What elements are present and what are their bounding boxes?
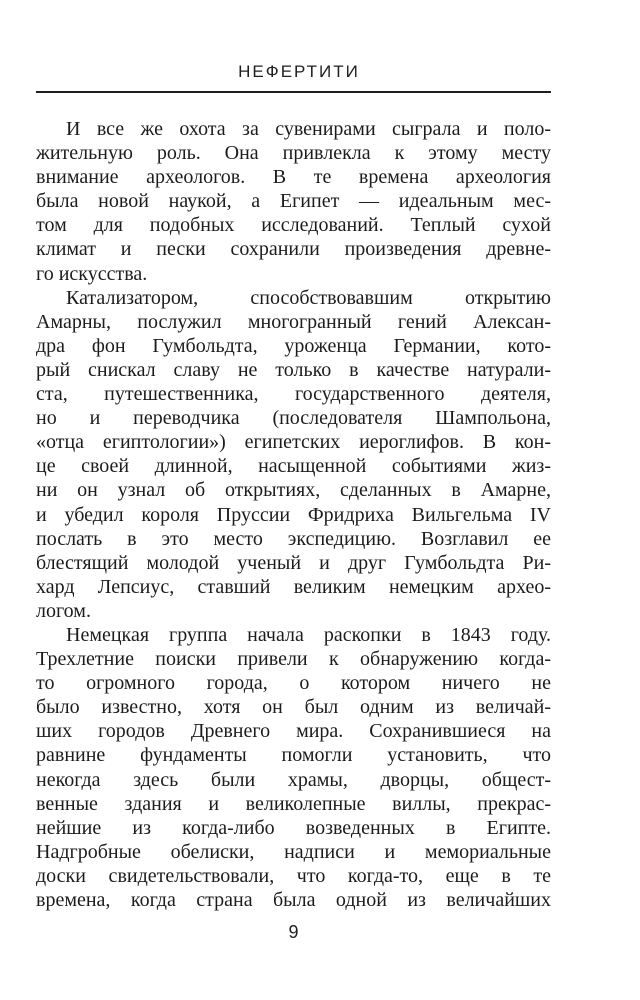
text-line: Трехлетние поиски привели к обнаружению когда- [36,648,551,671]
text-line: нейшие из когда-либо возведенных в Египте. [36,816,551,839]
text-line: дра фон Гумбольдта, уроженца Германии, кото- [36,334,551,357]
text-line: была новой наукой, а Египет — идеальным мес- [36,190,551,213]
text-line: ни он узнал об открытиях, сделанных в Амарне, [36,479,551,502]
text-line: послать в это место экспедицию. Возглавил ее [36,527,551,550]
running-head-title: НЕФЕРТИТИ [238,62,360,81]
text-line: жительную роль. Она привлекла к этому месту [36,142,551,165]
text-line: но и переводчика (последователя Шампольона, [36,407,551,430]
text-line: равнине фундаменты помогли установить, что [36,744,551,767]
text-line: доски свидетельствовали, что когда-то, еще в те [36,864,551,887]
page-number: 9 [288,922,299,942]
text-line: времена, когда страна была одной из величайших [36,889,551,911]
text-line: Амарны, послужил многогранный гений Алексан- [36,310,551,333]
text-line: И все же охота за сувенирами сыграла и поло- [66,118,551,140]
text-line: рый снискал славу не только в качестве натурали- [36,358,551,381]
text-line: было известно, хотя он был одним из величай- [36,696,551,719]
text-line: блестящий молодой ученый и друг Гумбольдта Ри- [36,551,551,574]
text-line: и убедил короля Пруссии Фридриха Вильгельма IV [36,503,551,526]
text-line: хард Лепсиус, ставший великим немецким археo- [36,575,551,598]
text-line: Надгробные обелиски, надписи и мемориальные [36,840,551,863]
text-line: том для подобных исследований. Теплый сухой [36,214,551,237]
text-line: внимание археологов. В те времена археология [36,166,551,189]
text-line: ста, путешественника, государственного деятеля, [36,383,551,406]
text-line: то огромного города, о котором ничего не [36,672,551,695]
text-line: «отца египтологии») египетских иероглифов. В кон- [36,431,551,454]
text-line: венные здания и великолепные виллы, прекрас- [36,792,551,815]
text-line: Катализатором, способствовавшим открытию [66,286,551,309]
text-line: логом. [36,599,91,622]
text-line: це своей длинной, насыщенной событиями жиз- [36,455,551,478]
text-line: некогда здесь были храмы, дворцы, общест- [36,768,551,791]
header-rule [36,91,551,93]
text-line: го искусства. [36,262,148,285]
text-line: Немецкая группа начала раскопки в 1843 году. [66,623,551,646]
text-line: климат и пески сохранили произведения древне- [36,238,551,261]
body-text [36,117,551,912]
text-line: ших городов Древнего мира. Сохранившиеся на [36,720,551,743]
